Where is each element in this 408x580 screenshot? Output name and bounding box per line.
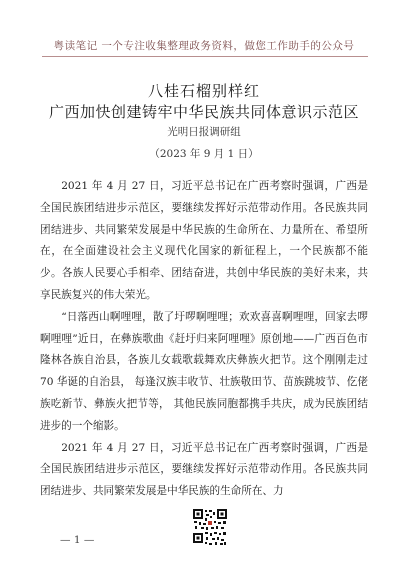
document-date: （2023 年 9 月 1 日） [149,148,259,160]
qr-code-icon [192,508,228,548]
body-paragraph: “日落西山啊哩哩，散了圩啰啊哩哩；欢欢喜喜啊哩哩，回家去啰啊哩哩”近日，在彝族歌曲《赶圩归来阿哩哩》原创地——广西百色市隆林各族自治县，各族儿女载歌载舞欢庆彝族火把节。这个刚刚走过 70 华诞的自治县， 每逢汉族丰收节、壮族敬田节、苗族跳坡节、仡佬族吃新节、彝族火把节等， 其他民族同胞都携手共庆，成为民族团结进步的一个缩影。 [40,310,368,432]
header-note: 粤读笔记 一个专注收集整理政务资料，做您工作助手的公众号 [53,40,355,52]
document-title-line2: 广西加快创建铸牢中华民族共同体意识示范区 [48,103,359,121]
body-paragraph: 2021 年 4 月 27 日，习近平总书记在广西考察时强调，广西是全国民族团结进步示范区，要继续发挥好示范带动作用。各民族共同团结进步、共同繁荣发展是中华民族的生命所在、力量所在、希望所在，在全面建设社会主义现代化国家的新征程上，一个民族都不能少。各族人民要心手相牵、团结奋进，共创中华民族的美好未来，共享民族复兴的伟大荣光。 [40,180,368,301]
document-author: 光明日报调研组 [167,126,241,138]
document-title-line1: 八桂石榴别样红 [147,82,260,100]
document-body [40,176,368,503]
body-paragraph: 2021 年 4 月 27 日，习近平总书记在广西考察时强调，广西是全国民族团结进步示范区，要继续发挥好示范带动作用。各民族共同团结进步、共同繁荣发展是中华民族的生命所在、力 [40,441,368,498]
page-number: — 1 — [60,534,95,546]
header-divider [42,56,368,57]
